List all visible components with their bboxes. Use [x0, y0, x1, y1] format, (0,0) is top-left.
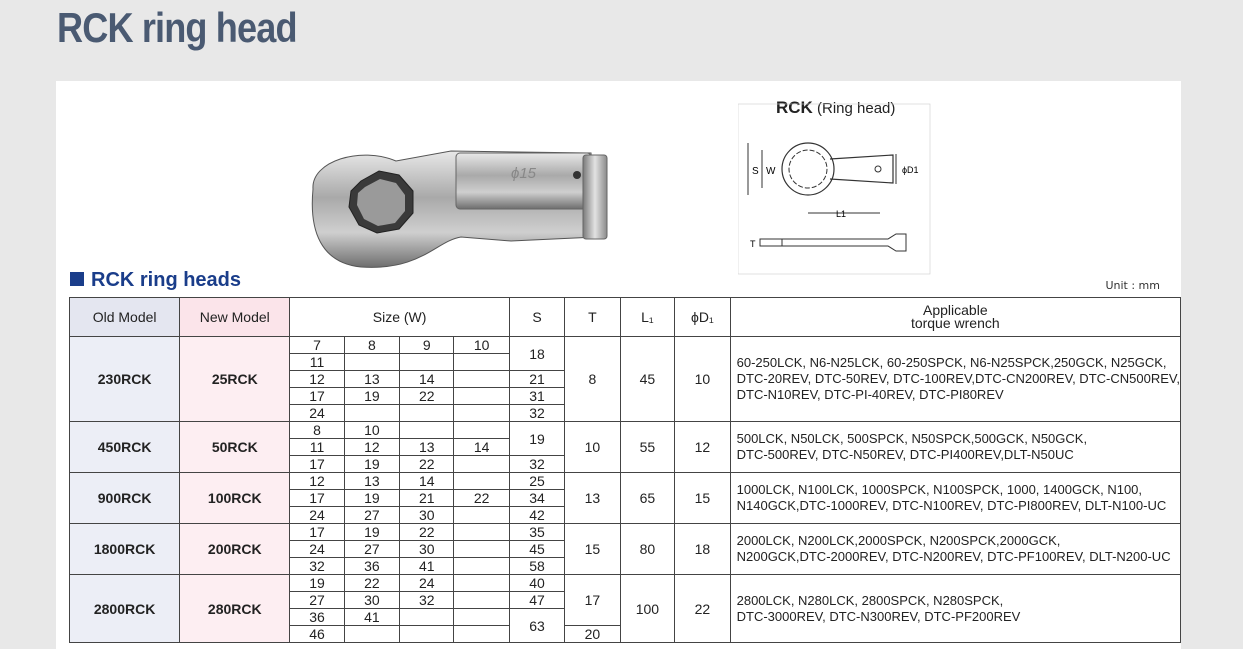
table-header-row	[70, 298, 1181, 337]
svg-text:S: S	[752, 166, 759, 177]
header-old-model: Old Model	[70, 298, 180, 337]
applicable-line: DTC-20REV, DTC-50REV, DTC-100REV,DTC-CN200REV, DTC-CN500REV,	[736, 371, 1180, 386]
new-model-cell: 25RCK	[180, 337, 290, 422]
size-cell	[400, 405, 454, 422]
l1-cell: 55	[620, 422, 675, 473]
size-cell: 12	[290, 473, 344, 490]
applicable-cell	[730, 337, 1180, 422]
size-cell: 8	[290, 422, 344, 439]
ring-head-diagram	[738, 99, 938, 279]
size-cell	[454, 422, 509, 439]
t-cell: 15	[565, 524, 620, 575]
s-cell: 58	[509, 558, 564, 575]
s-cell: 45	[509, 541, 564, 558]
l1-cell: 65	[620, 473, 675, 524]
size-cell: 12	[290, 371, 344, 388]
new-model-cell: 280RCK	[180, 575, 290, 643]
spec-table	[69, 297, 1181, 643]
s-cell: 40	[509, 575, 564, 592]
size-cell: 22	[400, 456, 454, 473]
size-cell: 27	[344, 541, 399, 558]
ring-head-photo	[301, 141, 621, 271]
applicable-line: N140GCK,DTC-1000REV, DTC-N100REV, DTC-PI800REV, DLT-N100-UC	[736, 498, 1167, 513]
size-cell: 30	[344, 592, 399, 609]
size-cell	[454, 473, 509, 490]
size-cell: 14	[400, 473, 454, 490]
old-model-cell: 900RCK	[70, 473, 180, 524]
size-cell: 17	[290, 456, 344, 473]
s-cell: 18	[509, 337, 564, 371]
size-cell: 19	[344, 388, 399, 405]
old-model-cell: 230RCK	[70, 337, 180, 422]
size-cell: 17	[290, 524, 344, 541]
size-cell: 22	[454, 490, 509, 507]
table-row	[70, 473, 1181, 490]
size-cell	[344, 626, 399, 643]
applicable-line: DTC-N10REV, DTC-PI-40REV, DTC-PI80REV	[736, 387, 1004, 402]
table-row	[70, 337, 1181, 354]
size-cell: 19	[344, 456, 399, 473]
size-cell: 21	[400, 490, 454, 507]
t-cell: 20	[565, 626, 620, 643]
l1-cell: 45	[620, 337, 675, 422]
svg-text:W: W	[766, 166, 776, 177]
size-cell	[454, 541, 509, 558]
s-cell: 63	[509, 609, 564, 643]
size-cell: 10	[454, 337, 509, 354]
size-cell: 30	[400, 541, 454, 558]
t-cell: 13	[565, 473, 620, 524]
t-cell: 8	[565, 337, 620, 422]
s-cell: 32	[509, 405, 564, 422]
applicable-line: 1000LCK, N100LCK, 1000SPCK, N100SPCK, 1000, 1400GCK, N100,	[736, 482, 1143, 497]
size-cell: 19	[344, 524, 399, 541]
old-model-cell: 450RCK	[70, 422, 180, 473]
size-cell: 30	[400, 507, 454, 524]
new-model-cell: 100RCK	[180, 473, 290, 524]
size-cell	[454, 609, 509, 626]
size-cell	[454, 371, 509, 388]
size-cell: 27	[344, 507, 399, 524]
size-cell	[344, 354, 399, 371]
size-cell	[400, 609, 454, 626]
s-cell: 34	[509, 490, 564, 507]
diagram-title: RCK (Ring head)	[776, 98, 896, 117]
size-cell: 12	[344, 439, 399, 456]
applicable-line: N200GCK,DTC-2000REV, DTC-N200REV, DTC-PF100REV, DLT-N200-UC	[736, 549, 1171, 564]
svg-text:L1: L1	[836, 209, 847, 219]
size-cell: 14	[400, 371, 454, 388]
size-cell: 36	[290, 609, 344, 626]
table-row	[70, 524, 1181, 541]
size-cell: 24	[290, 507, 344, 524]
size-cell: 10	[344, 422, 399, 439]
size-cell: 9	[400, 337, 454, 354]
applicable-line: DTC-500REV, DTC-N50REV, DTC-PI400REV,DLT-N50UC	[736, 447, 1074, 462]
size-cell: 22	[344, 575, 399, 592]
size-cell	[454, 626, 509, 643]
s-cell: 35	[509, 524, 564, 541]
size-cell: 14	[454, 439, 509, 456]
size-cell	[454, 575, 509, 592]
size-cell: 11	[290, 354, 344, 371]
s-cell: 25	[509, 473, 564, 490]
size-cell	[454, 388, 509, 405]
s-cell: 19	[509, 422, 564, 456]
size-cell: 22	[400, 388, 454, 405]
section-heading: RCK ring heads	[70, 269, 241, 292]
svg-text:ϕ15: ϕ15	[511, 165, 537, 182]
size-cell	[344, 405, 399, 422]
applicable-line: 2800LCK, N280LCK, 2800SPCK, N280SPCK,	[736, 592, 1004, 608]
header-s: S	[509, 298, 564, 337]
new-model-cell: 200RCK	[180, 524, 290, 575]
header-l1: L₁	[620, 298, 675, 337]
size-cell	[400, 354, 454, 371]
page-title: RCK ring head	[57, 4, 297, 51]
t-cell: 17	[565, 575, 620, 626]
d1-cell: 18	[675, 524, 730, 575]
unit-label: Unit : mm	[1105, 279, 1160, 292]
size-cell	[454, 507, 509, 524]
size-cell	[454, 456, 509, 473]
new-model-cell: 50RCK	[180, 422, 290, 473]
size-cell	[454, 524, 509, 541]
svg-text:T: T	[750, 239, 756, 249]
header-applicable: Applicable torque wrench	[730, 298, 1180, 337]
old-model-cell: 2800RCK	[70, 575, 180, 643]
size-cell: 13	[400, 439, 454, 456]
size-cell	[454, 592, 509, 609]
size-cell: 13	[344, 473, 399, 490]
size-cell: 24	[290, 541, 344, 558]
size-cell: 41	[400, 558, 454, 575]
s-cell: 32	[509, 456, 564, 473]
size-cell: 27	[290, 592, 344, 609]
s-cell: 31	[509, 388, 564, 405]
size-cell: 32	[290, 558, 344, 575]
table-row	[70, 575, 1181, 592]
size-cell: 7	[290, 337, 344, 354]
applicable-line: 2000LCK, N200LCK,2000SPCK, N200SPCK,2000GCK,	[736, 533, 1061, 548]
applicable-cell	[730, 524, 1180, 575]
size-cell	[400, 626, 454, 643]
size-cell: 22	[400, 524, 454, 541]
size-cell: 24	[290, 405, 344, 422]
applicable-cell	[730, 575, 1180, 643]
s-cell: 47	[509, 592, 564, 609]
t-cell: 10	[565, 422, 620, 473]
applicable-line: 500LCK, N50LCK, 500SPCK, N50SPCK,500GCK, N50GCK,	[736, 431, 1088, 446]
d1-cell: 12	[675, 422, 730, 473]
l1-cell: 80	[620, 524, 675, 575]
size-cell: 19	[344, 490, 399, 507]
size-cell: 19	[290, 575, 344, 592]
d1-cell: 15	[675, 473, 730, 524]
applicable-line: DTC-3000REV, DTC-N300REV, DTC-PF200REV	[736, 608, 1021, 624]
size-cell	[454, 558, 509, 575]
size-cell: 17	[290, 388, 344, 405]
svg-text:ϕD1: ϕD1	[902, 165, 919, 175]
applicable-cell	[730, 473, 1180, 524]
content-panel	[56, 81, 1181, 649]
header-new-model: New Model	[180, 298, 290, 337]
header-t: T	[565, 298, 620, 337]
size-cell: 8	[344, 337, 399, 354]
size-cell: 46	[290, 626, 344, 643]
size-cell: 11	[290, 439, 344, 456]
table-row	[70, 422, 1181, 439]
s-cell: 42	[509, 507, 564, 524]
s-cell: 21	[509, 371, 564, 388]
size-cell	[454, 405, 509, 422]
size-cell: 32	[400, 592, 454, 609]
d1-cell: 22	[675, 575, 730, 643]
size-cell: 24	[400, 575, 454, 592]
size-cell: 13	[344, 371, 399, 388]
header-size: Size (W)	[290, 298, 510, 337]
old-model-cell: 1800RCK	[70, 524, 180, 575]
square-bullet-icon	[70, 272, 84, 286]
l1-cell: 100	[620, 575, 675, 643]
size-cell	[454, 354, 509, 371]
applicable-line: 60-250LCK, N6-N25LCK, 60-250SPCK, N6-N25SPCK,250GCK, N25GCK,	[736, 355, 1167, 370]
size-cell: 41	[344, 609, 399, 626]
size-cell: 17	[290, 490, 344, 507]
size-cell	[400, 422, 454, 439]
d1-cell: 10	[675, 337, 730, 422]
applicable-cell	[730, 422, 1180, 473]
size-cell: 36	[344, 558, 399, 575]
header-d1: ϕD₁	[675, 298, 730, 337]
